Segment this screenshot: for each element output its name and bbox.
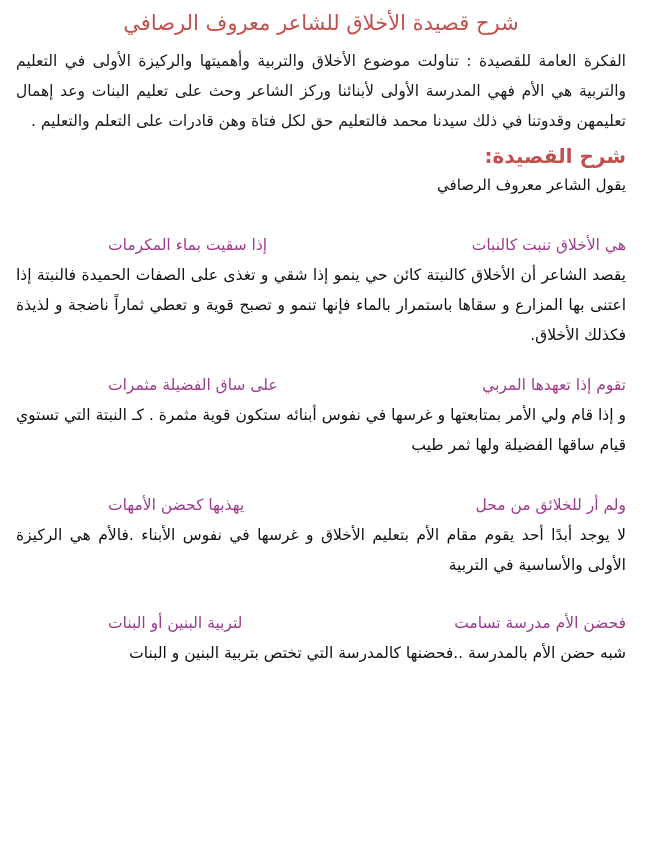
verse-first-hemistich: فحضن الأم مدرسة تسامت xyxy=(454,614,626,632)
verse-first-hemistich: تقوم إذا تعهدها المربي xyxy=(482,376,626,394)
verse-line xyxy=(16,372,626,398)
verse-second-hemistich: يهذبها كحضن الأمهات xyxy=(108,496,245,514)
verse-block xyxy=(16,232,626,350)
verse-explanation: لا يوجد أبدًا أحد يقوم مقام الأم بتعليم الأخلاق و غرسها في نفوس الأبناء .فالأم هي الركيزة الأولى والأساسية في التربية xyxy=(16,526,626,574)
verse-line xyxy=(16,492,626,518)
verse-first-hemistich: ولم أر للخلائق من محل xyxy=(475,496,626,514)
verse-line xyxy=(16,610,626,636)
verse-explanation: شبه حضن الأم بالمدرسة ..فحضنها كالمدرسة التي تختص بتربية البنين و البنات xyxy=(129,644,626,662)
speaker-line: يقول الشاعر معروف الرصافي xyxy=(437,176,626,194)
verse-second-hemistich: على ساق الفضيلة مثمرات xyxy=(108,376,278,394)
verse-explanation: و إذا قام ولي الأمر بمتابعتها و غرسها في نفوس أبنائه ستكون قوية مثمرة . كـ النبتة التي تستوي قيام ساقها الفضيلة ولها ثمر طيب xyxy=(16,406,626,454)
verse-line xyxy=(16,232,626,258)
verse-first-hemistich: هي الأخلاق تنبت كالنبات xyxy=(471,236,626,254)
verse-second-hemistich: لتربية البنين أو البنات xyxy=(108,614,243,632)
verse-explanation: يقصد الشاعر أن الأخلاق كالنبتة كائن حي ينمو إذا شقي و تغذى على الصفات الحميدة فالنبتة إذا اعتنى بها المزارع و سقاها باستمرار بالماء فإنها تنمو و تصبح قوية و تعطي ثماراً ناضجة و لذيذة فكذلك الأخلاق. xyxy=(16,266,626,344)
explanation-heading: شرح القصيدة: xyxy=(484,144,626,168)
verse-second-hemistich: إذا سقيت بماء المكرمات xyxy=(108,236,268,254)
intro-paragraph: الفكرة العامة للقصيدة : تناولت موضوع الأخلاق والتربية وأهميتها والركيزة الأولى في التعليم والتربية هي الأم فهي المدرسة الأولى لأبنائنا وركز الشاعر وحث على تعليم البنات وعد إهمال تعليمهن وقدوتنا في ذلك سيدنا محمد فالتعليم حق لكل فتاة وهن قادرات على التعلم والتعليم . xyxy=(16,52,626,130)
verse-block xyxy=(16,492,626,580)
verse-block xyxy=(16,610,626,668)
verse-block xyxy=(16,372,626,460)
page-title: شرح قصيدة الأخلاق للشاعر معروف الرصافي xyxy=(123,11,519,35)
